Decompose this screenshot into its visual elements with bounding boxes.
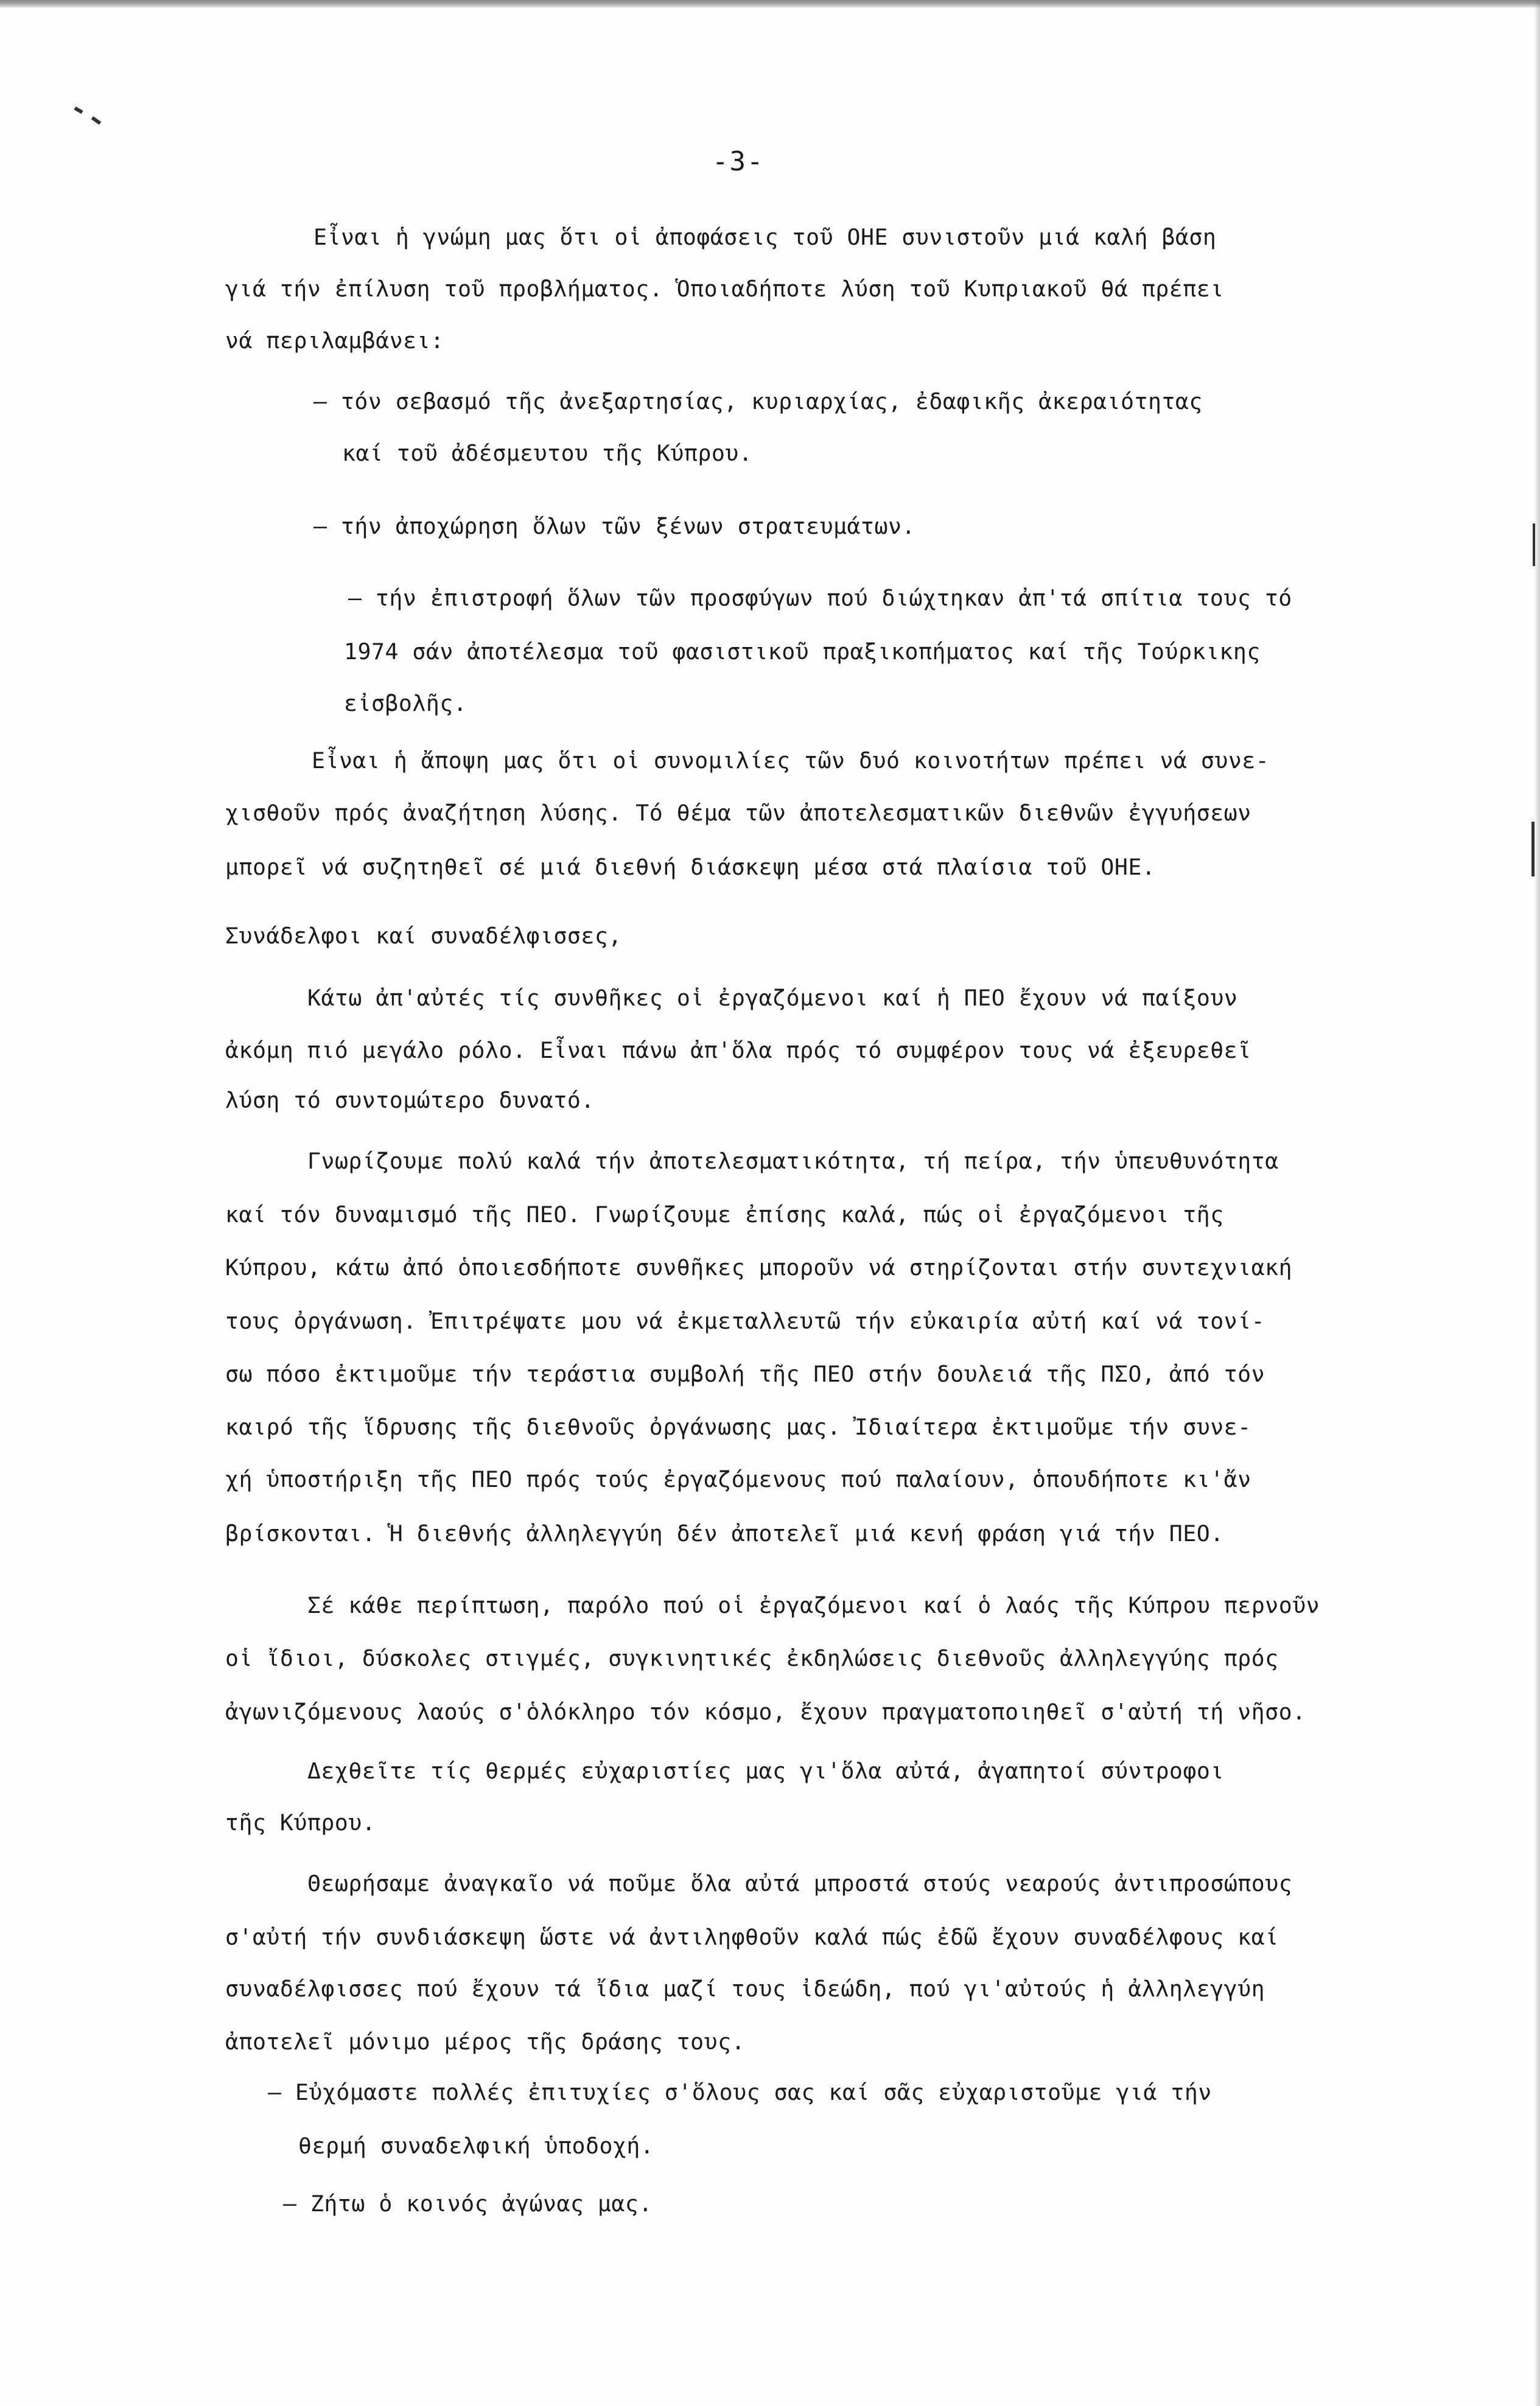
text-line: καί τοῦ ἀδέσμευτου τῆς Κύπρου.: [342, 440, 753, 466]
text-line: Θεωρήσαμε ἀναγκαῖο νά ποῦμε ὅλα αὐτά μπροστά στούς νεαρούς ἀντιπροσώπους: [307, 1870, 1293, 1897]
text-line: ἀποτελεῖ μόνιμο μέρος τῆς δράσης τους.: [225, 2029, 746, 2055]
page-number: -3-: [712, 146, 765, 177]
text-line: – Ζήτω ὁ κοινός ἀγώνας μας.: [283, 2191, 653, 2217]
text-line: 1974 σάν ἀποτέλεσμα τοῦ φασιστικοῦ πραξικοπήματος καί τῆς Τούρκικης: [344, 638, 1261, 665]
text-line: Κάτω ἀπ'αὐτές τίς συνθῆκες οἱ ἐργαζόμενοι καί ἡ ΠΕΟ ἔχουν νά παίξουν: [307, 985, 1238, 1011]
text-line: εἰσβολῆς.: [344, 690, 467, 716]
text-line: Σέ κάθε περίπτωση, παρόλο πού οἱ ἐργαζόμενοι καί ὁ λαός τῆς Κύπρου περνοῦν: [307, 1592, 1320, 1618]
text-line: – τόν σεβασμό τῆς ἀνεξαρτησίας, κυριαρχίας, ἐδαφικῆς ἀκεραιότητας: [313, 388, 1203, 414]
text-line: νά περιλαμβάνει:: [225, 327, 444, 354]
text-line: Κύπρου, κάτω ἀπό ὁποιεσδήποτε συνθῆκες μποροῦν νά στηρίζονται στήν συντεχνιακή: [225, 1254, 1293, 1281]
text-line: – Εὐχόμαστε πολλές ἐπιτυχίες σ'ὅλους σας καί σᾶς εὐχαριστοῦμε γιά τήν: [268, 2079, 1212, 2105]
text-line: σω πόσο ἐκτιμοῦμε τήν τεράστια συμβολή τῆς ΠΕΟ στήν δουλειά τῆς ΠΣΟ, ἀπό τόν: [225, 1361, 1265, 1387]
text-line: Εἶναι ἡ ἄποψη μας ὅτι οἱ συνομιλίες τῶν δυό κοινοτήτων πρέπει νά συνε-: [312, 747, 1270, 774]
text-line: λύση τό συντομώτερο δυνατό.: [225, 1087, 595, 1113]
text-line: τους ὀργάνωση. Ἐπιτρέψατε μου νά ἐκμεταλλευτῶ τήν εὐκαιρία αὐτή καί νά τονί-: [225, 1308, 1265, 1334]
text-line: Γνωρίζουμε πολύ καλά τήν ἀποτελεσματικότητα, τή πείρα, τήν ὑπευθυνότητα: [307, 1148, 1279, 1174]
text-line: Δεχθεῖτε τίς θερμές εὐχαριστίες μας γι'ὅλα αὐτά, ἀγαπητοί σύντροφοι: [307, 1758, 1224, 1784]
text-line: συναδέλφισσες πού ἔχουν τά ἴδια μαζί τους ἰδεώδη, πού γι'αὐτούς ἡ ἀλληλεγγύη: [225, 1976, 1265, 2002]
scan-speck: [1531, 822, 1535, 876]
scan-top-edge: [0, 0, 1540, 9]
text-line: Εἶναι ἡ γνώμη μας ὅτι οἱ ἀποφάσεις τοῦ ΟΗΕ συνιστοῦν μιά καλή βάση: [313, 224, 1217, 250]
text-line: θερμή συναδελφική ὑποδοχή.: [298, 2133, 654, 2159]
text-line: καιρό τῆς ἵδρυσης τῆς διεθνοῦς ὀργάνωσης μας. Ἰδιαίτερα ἐκτιμοῦμε τήν συνε-: [225, 1414, 1251, 1440]
text-line: σ'αὐτή τήν συνδιάσκεψη ὥστε νά ἀντιληφθοῦν καλά πώς ἐδῶ ἔχουν συναδέλφους καί: [225, 1924, 1279, 1950]
text-line: τῆς Κύπρου.: [225, 1810, 376, 1836]
text-line: ἀκόμη πιό μεγάλο ρόλο. Εἶναι πάνω ἀπ'ὅλα πρός τό συμφέρον τους νά ἐξευρεθεῖ: [225, 1037, 1251, 1063]
scan-speck: [1533, 523, 1535, 566]
scan-speck: [74, 107, 83, 114]
scan-right-edge: [1534, 0, 1540, 2406]
text-line: καί τόν δυναμισμό τῆς ΠΕΟ. Γνωρίζουμε ἐπίσης καλά, πώς οἱ ἐργαζόμενοι τῆς: [225, 1201, 1224, 1228]
text-line: χισθοῦν πρός ἀναζήτηση λύσης. Τό θέμα τῶν ἀποτελεσματικῶν διεθνῶν ἐγγυήσεων: [225, 800, 1251, 826]
text-line: γιά τήν ἐπίλυση τοῦ προβλήματος. Ὁποιαδήποτε λύση τοῦ Κυπριακοῦ θά πρέπει: [225, 276, 1224, 302]
text-line: βρίσκονται. Ἡ διεθνής ἀλληλεγγύη δέν ἀποτελεῖ μιά κενή φράση γιά τήν ΠΕΟ.: [225, 1520, 1224, 1547]
text-line: ἀγωνιζόμενους λαούς σ'ὁλόκληρο τόν κόσμο, ἔχουν πραγματοποιηθεῖ σ'αὐτή τή νῆσο.: [225, 1699, 1306, 1725]
text-line: οἱ ἴδιοι, δύσκολες στιγμές, συγκινητικές ἐκδηλώσεις διεθνοῦς ἀλληλεγγύης πρός: [225, 1645, 1279, 1671]
scan-speck: [91, 116, 102, 125]
text-line: – τήν ἐπιστροφή ὅλων τῶν προσφύγων πού διώχτηκαν ἀπ'τά σπίτια τους τό: [348, 585, 1292, 611]
text-line: χή ὑποστήριξη τῆς ΠΕΟ πρός τούς ἐργαζόμενους πού παλαίουν, ὁπουδήποτε κι'ἄν: [225, 1466, 1251, 1492]
text-line: – τήν ἀποχώρηση ὅλων τῶν ξένων στρατευμάτων.: [313, 513, 915, 539]
text-line: Συνάδελφοι καί συναδέλφισσες,: [225, 923, 622, 949]
text-line: μπορεῖ νά συζητηθεῖ σέ μιά διεθνή διάσκεψη μέσα στά πλαίσια τοῦ ΟΗΕ.: [225, 854, 1156, 880]
